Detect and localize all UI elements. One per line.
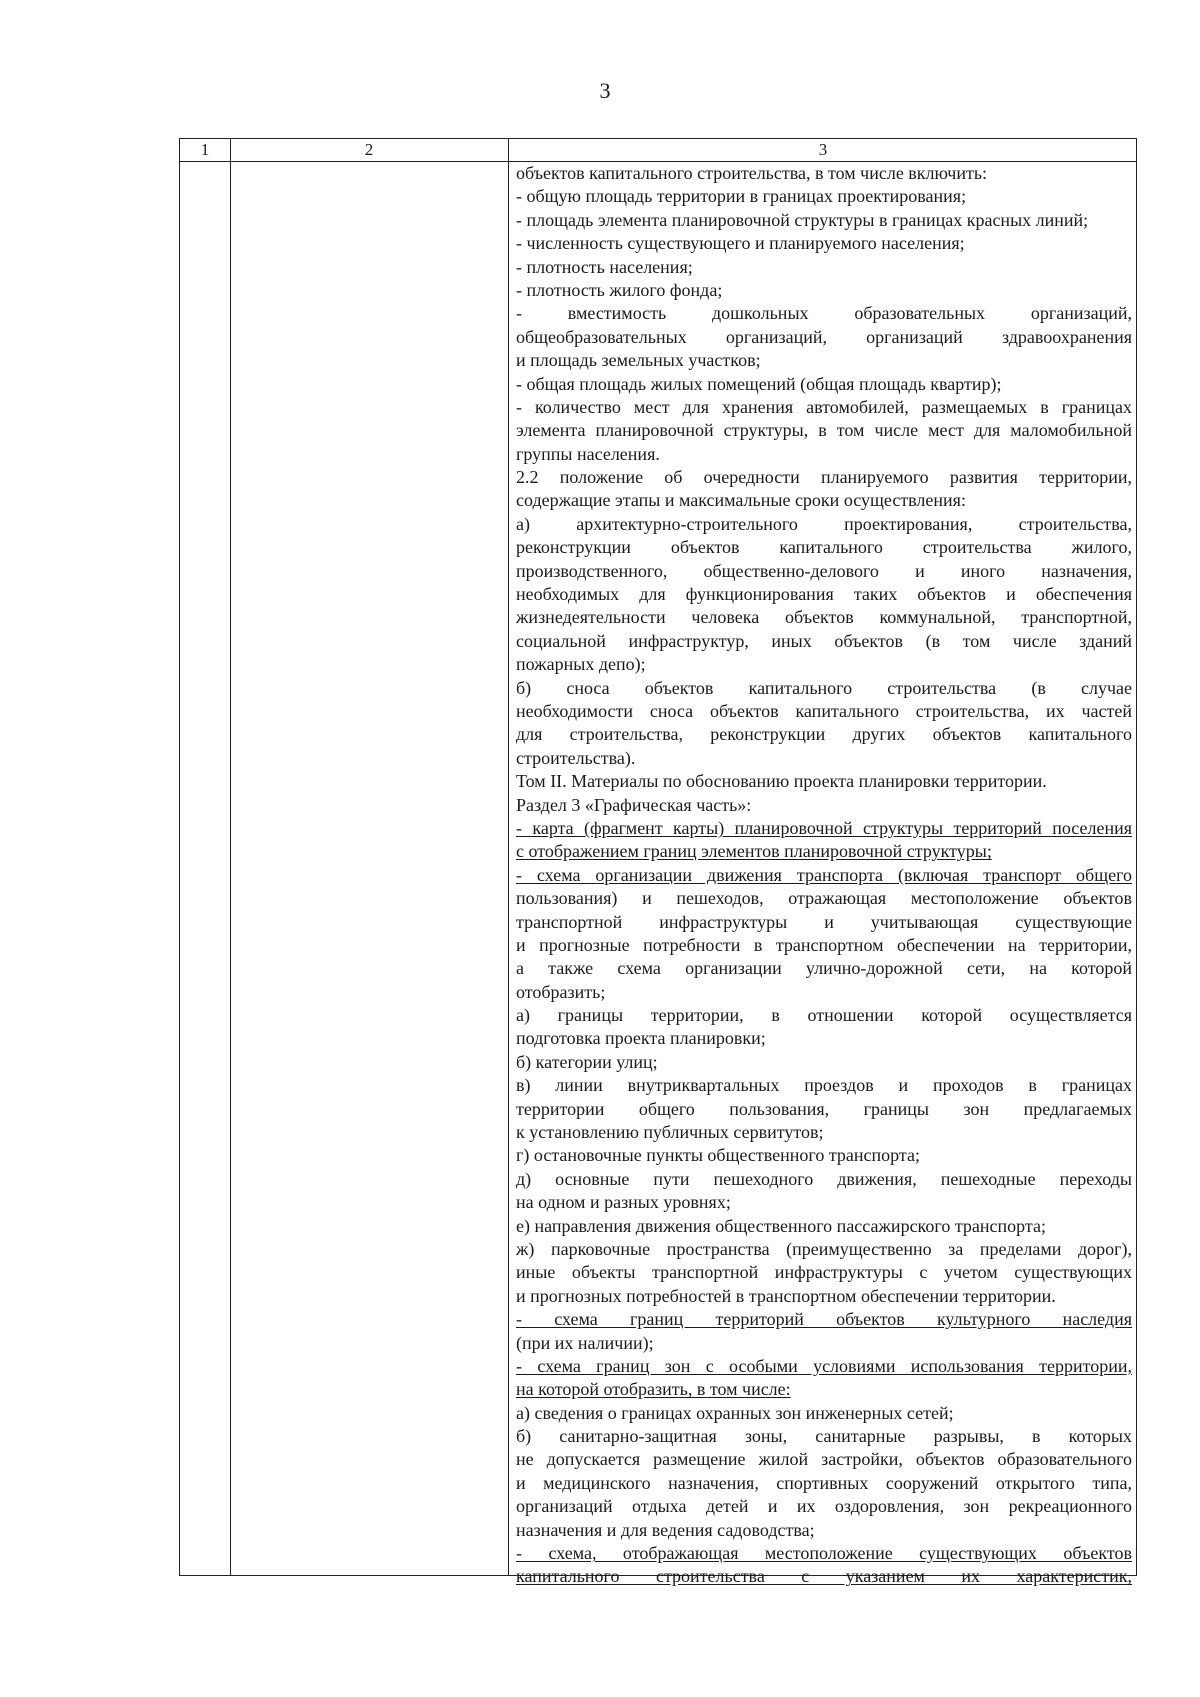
text-line: содержащие этапы и максимальные сроки осуществления: bbox=[516, 490, 966, 511]
text-line: и прогнозных потребностей в транспортном обеспечении территории. bbox=[516, 1285, 1056, 1306]
text-line: б) категории улиц; bbox=[516, 1051, 658, 1072]
text-line: - вместимость дошкольных образовательных организаций, bbox=[516, 303, 1132, 324]
text-line: не допускается размещение жилой застройки, объектов образовательного bbox=[516, 1449, 1132, 1470]
text-line: - схема организации движения транспорта (включая транспорт общего bbox=[516, 864, 1132, 885]
text-line: жизнедеятельности человека объектов коммунальной, транспортной, bbox=[516, 607, 1132, 628]
text-line: территории общего пользования, границы зон предлагаемых bbox=[516, 1098, 1132, 1119]
text-line: 2.2 положение об очередности планируемого развития территории, bbox=[516, 467, 1132, 488]
page-number: 3 bbox=[599, 78, 611, 103]
text-line: на одном и разных уровнях; bbox=[516, 1192, 731, 1213]
text-line: на которой отобразить, в том числе: bbox=[516, 1379, 791, 1400]
text-line: Том II. Материалы по обоснованию проекта планировки территории. bbox=[516, 771, 1047, 792]
column-3-content bbox=[516, 162, 1132, 1589]
text-line: - карта (фрагмент карты) планировочной структуры территорий поселения bbox=[516, 817, 1132, 838]
text-line: - схема границ территорий объектов культурного наследия bbox=[516, 1309, 1132, 1330]
text-line: и площадь земельных участков; bbox=[516, 350, 761, 371]
text-line: строительства). bbox=[516, 747, 636, 768]
text-line: капитального строительства с указанием их характеристик, bbox=[516, 1566, 1132, 1587]
text-line: - общая площадь жилых помещений (общая площадь квартир); bbox=[516, 373, 1002, 394]
text-line: пожарных депо); bbox=[516, 654, 646, 675]
column-divider bbox=[230, 139, 231, 1575]
text-line: в) линии внутриквартальных проездов и проходов в границах bbox=[516, 1075, 1132, 1096]
text-line: общеобразовательных организаций, организаций здравоохранения bbox=[516, 326, 1132, 347]
text-line: производственного, общественно-делового и иного назначения, bbox=[516, 560, 1132, 581]
text-line: - плотность жилого фонда; bbox=[516, 279, 723, 300]
text-line: социальной инфраструктур, иных объектов (в том числе зданий bbox=[516, 630, 1132, 651]
text-line: (при их наличии); bbox=[516, 1332, 654, 1353]
column-header-1: 1 bbox=[200, 140, 210, 159]
text-line: подготовка проекта планировки; bbox=[516, 1028, 766, 1049]
text-line: к установлению публичных сервитутов; bbox=[516, 1122, 824, 1143]
column-header-3: 3 bbox=[818, 140, 828, 159]
text-line: б) санитарно-защитная зоны, санитарные разрывы, в которых bbox=[516, 1426, 1132, 1447]
text-line: - численность существующего и планируемого населения; bbox=[516, 233, 965, 254]
text-line: для строительства, реконструкции других объектов капитального bbox=[516, 724, 1132, 745]
text-line: - схема, отображающая местоположение существующих объектов bbox=[516, 1543, 1132, 1564]
text-line: назначения и для ведения садоводства; bbox=[516, 1519, 815, 1540]
column-header-2: 2 bbox=[364, 140, 374, 159]
text-line: - количество мест для хранения автомобилей, размещаемых в границах bbox=[516, 396, 1132, 417]
text-line: отобразить; bbox=[516, 981, 606, 1002]
text-line: необходимости сноса объектов капитального строительства, их частей bbox=[516, 700, 1132, 721]
text-line: - плотность населения; bbox=[516, 256, 693, 277]
text-line: и прогнозные потребности в транспортном обеспечении на территории, bbox=[516, 934, 1132, 955]
text-line: б) сноса объектов капитального строительства (в случае bbox=[516, 677, 1132, 698]
text-line: е) направления движения общественного пассажирского транспорта; bbox=[516, 1215, 1046, 1236]
text-line: - общую площадь территории в границах проектирования; bbox=[516, 186, 967, 207]
text-line: а) архитектурно-строительного проектирования, строительства, bbox=[516, 513, 1132, 534]
text-line: Раздел 3 «Графическая часть»: bbox=[516, 794, 752, 815]
text-line: группы населения. bbox=[516, 443, 660, 464]
text-line: реконструкции объектов капитального строительства жилого, bbox=[516, 537, 1132, 558]
text-line: г) остановочные пункты общественного транспорта; bbox=[516, 1145, 920, 1166]
document-table bbox=[179, 138, 1137, 1587]
text-line: организаций отдыха детей и их оздоровления, зон рекреационного bbox=[516, 1496, 1132, 1517]
text-line: а) сведения о границах охранных зон инженерных сетей; bbox=[516, 1402, 954, 1423]
text-line: - схема границ зон с особыми условиями использования территории, bbox=[516, 1355, 1132, 1376]
text-line: - площадь элемента планировочной структуры в границах красных линий; bbox=[516, 209, 1089, 230]
text-line: элемента планировочной структуры, в том числе мест для маломобильной bbox=[516, 420, 1132, 441]
text-line: транспортной инфраструктуры и учитывающая существующие bbox=[516, 911, 1132, 932]
text-line: и медицинского назначения, спортивных сооружений открытого типа, bbox=[516, 1472, 1132, 1493]
text-line: ж) парковочные пространства (преимущественно за пределами дорог), bbox=[516, 1238, 1132, 1259]
text-line: а также схема организации улично-дорожной сети, на которой bbox=[516, 958, 1132, 979]
text-line: пользования) и пешеходов, отражающая местоположение объектов bbox=[516, 888, 1132, 909]
text-line: с отображением границ элементов планировочной структуры; bbox=[516, 841, 992, 862]
text-line: а) границы территории, в отношении которой осуществляется bbox=[516, 1005, 1132, 1026]
text-line: объектов капитального строительства, в том числе включить: bbox=[516, 163, 988, 183]
text-line: иные объекты транспортной инфраструктуры с учетом существующих bbox=[516, 1262, 1132, 1283]
column-divider bbox=[508, 139, 509, 1575]
text-line: д) основные пути пешеходного движения, пешеходные переходы bbox=[516, 1168, 1132, 1189]
text-line: необходимых для функционирования таких объектов и обеспечения bbox=[516, 584, 1132, 605]
